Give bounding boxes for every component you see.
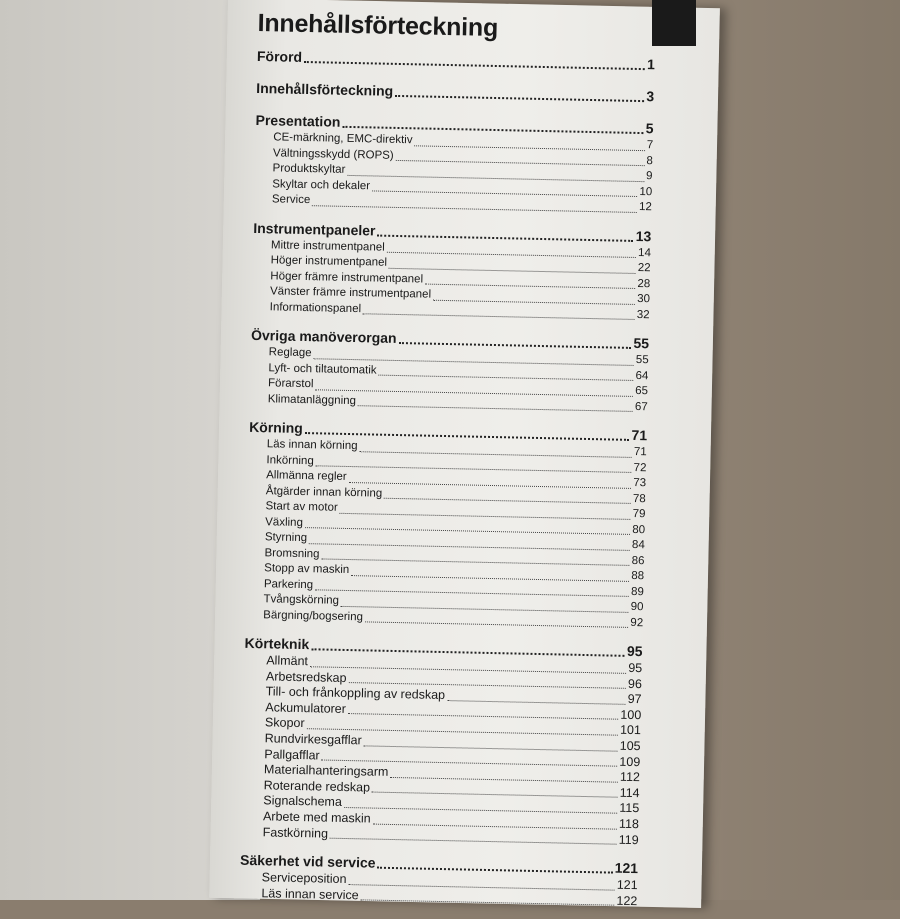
subentry-page-number: 30: [637, 293, 651, 306]
subentry-title: Pallgafflar: [264, 746, 320, 763]
subentry-page-number: 105: [619, 738, 641, 754]
subentry-page-number: 118: [618, 816, 640, 832]
subentry-page-number: 95: [628, 660, 643, 676]
subentry-title: Rundvirkesgafflar: [264, 731, 362, 748]
subentry-page-number: 115: [619, 801, 640, 816]
toc-section: [252, 217, 652, 323]
subentry-page-number: 65: [635, 384, 649, 398]
subentry-page-number: 96: [627, 676, 643, 691]
subentry-page-number: 64: [635, 369, 649, 382]
dot-leader: [363, 313, 635, 320]
subentry-title: Till- och frånkoppling av redskap: [265, 684, 446, 703]
subentry-title: Materialhanteringsarm: [263, 762, 389, 780]
subentry-title: Roterande redskap: [263, 778, 371, 795]
subentry-page-number: 90: [630, 600, 644, 614]
chapter-page-number: 55: [633, 334, 650, 352]
subentry-page-number: 100: [620, 707, 642, 722]
subentry-title: Mittre instrumentpanel: [270, 238, 385, 254]
subentry-page-number: 119: [618, 832, 639, 847]
subentry-title: Arbete med maskin: [262, 809, 371, 826]
subentry-title: Läs innan service: [261, 885, 359, 903]
subentry-title: Skopor: [264, 715, 305, 731]
subentry-page-number: 92: [630, 616, 644, 629]
chapter-title: Innehållsförteckning: [256, 79, 394, 99]
dot-leader: [361, 900, 615, 906]
chapter-page-number: 3: [646, 88, 655, 105]
subentry-title: Inkörning: [266, 453, 314, 467]
subentry-title: Skyltar och dekaler: [272, 177, 371, 192]
subentry-page-number: 109: [619, 754, 641, 769]
subentry-page-number: 73: [633, 476, 647, 490]
chapter-title: Förord: [256, 47, 303, 65]
subentry-page-number: 84: [631, 538, 645, 552]
subentry-title: Stopp av maskin: [264, 562, 350, 577]
subentry-page-number: 7: [646, 139, 654, 152]
subentry-title: Serviceposition: [261, 870, 347, 887]
subentry-title: Bromsning: [264, 546, 320, 560]
subentry-title: Höger instrumentpanel: [270, 254, 388, 269]
subentry-page-number: 67: [634, 400, 648, 413]
subentry-title: Allmänna regler: [266, 469, 347, 483]
subentry-page-number: 10: [639, 185, 653, 198]
subentry-title: Service: [271, 193, 311, 207]
subentry-page-number: 88: [631, 569, 645, 583]
subentry-page-number: 122: [616, 893, 638, 908]
subentry-page-number: 97: [627, 692, 642, 707]
subentry-title: Ackumulatorer: [265, 700, 347, 716]
subentry-title: Läs innan körning: [266, 438, 358, 453]
subentry-page-number: 101: [619, 723, 642, 738]
subentry-title: Start av motor: [265, 500, 338, 514]
dot-leader: [358, 405, 633, 412]
chapter-page-number: 71: [631, 426, 648, 444]
subentry-title: Reglage: [268, 346, 312, 360]
subentry-title: Styrning: [264, 531, 308, 545]
subentry-title: Allmänt: [266, 653, 309, 669]
subentry-title: Informationspanel: [269, 300, 362, 315]
subentry-page-number: 112: [619, 769, 641, 785]
subentry-page-number: 55: [635, 353, 649, 367]
subentry-page-number: 72: [633, 461, 647, 474]
chapter-title: Instrumentpaneler: [253, 219, 376, 239]
toc-section: [241, 633, 643, 848]
subentry-page-number: 86: [631, 554, 645, 567]
subentry-title: Produktskyltar: [272, 162, 346, 176]
dot-leader: [304, 61, 645, 70]
chapter-title: Körning: [249, 418, 303, 437]
subentry-page-number: 79: [632, 507, 646, 521]
chapter-page-number: 121: [614, 859, 639, 877]
subentry-title: Tvångskörning: [263, 593, 340, 607]
subentry-page-number: 22: [637, 262, 651, 275]
table-of-contents: [239, 6, 656, 919]
subentry-page-number: 12: [638, 201, 652, 214]
subentry-title: Växling: [265, 515, 304, 529]
subentry-page-number: 14: [637, 246, 652, 259]
chapter-title: Körteknik: [244, 634, 310, 653]
chapter-page-number: 1: [646, 56, 656, 73]
toc-section: [256, 78, 654, 106]
subentry-page-number: 28: [637, 277, 651, 290]
subentry-page-number: 114: [619, 785, 640, 800]
subentry-title: Arbetsredskap: [265, 668, 347, 685]
subentry-title: Bärgning/bogsering: [263, 608, 364, 623]
dot-leader: [365, 621, 628, 628]
subentry-page-number: 8: [646, 154, 653, 167]
toc-chapter-entry[interactable]: [257, 46, 655, 74]
toc-section: [254, 110, 654, 216]
subentry-title: Parkering: [263, 577, 314, 591]
subentry-title: Åtgärder innan körning: [265, 484, 383, 500]
subentry-title: Klimatanläggning: [267, 392, 357, 407]
toc-section: [250, 325, 650, 415]
chapter-title: Säkerhet vid service: [239, 851, 376, 871]
subentry-page-number: 80: [632, 523, 646, 536]
chapter-title: Presentation: [255, 111, 341, 130]
dot-leader: [395, 95, 644, 102]
subentry-title: CE-märkning, EMC-direktiv: [273, 131, 413, 147]
background-right: [690, 0, 900, 900]
subentry-title: Vältningsskydd (ROPS): [272, 146, 394, 162]
page-title: Innehållsförteckning: [257, 8, 499, 43]
toc-chapter-entry[interactable]: [256, 78, 654, 106]
chapter-page-number: 95: [626, 642, 643, 660]
toc-body: [239, 46, 655, 909]
chapter-tab-marker: [652, 0, 696, 46]
subentry-title: Höger främre instrumentpanel: [270, 269, 424, 286]
dot-leader: [312, 205, 637, 213]
toc-section: [239, 850, 638, 910]
subentry-page-number: 32: [636, 308, 650, 321]
toc-section: [245, 417, 647, 631]
chapter-title: Övriga manöverorgan: [250, 326, 397, 346]
subentry-title: Vänster främre instrumentpanel: [269, 285, 432, 301]
subentry-title: Fastkörning: [262, 824, 329, 841]
subentry-page-number: 121: [616, 877, 638, 893]
subentry-title: Lyft- och tiltautomatik: [268, 361, 377, 377]
toc-section: [257, 46, 655, 74]
chapter-page-number: 5: [645, 120, 654, 137]
subentry-page-number: 9: [645, 170, 653, 183]
subentry-page-number: 71: [633, 445, 647, 459]
dot-leader: [330, 838, 617, 845]
chapter-page-number: 13: [635, 227, 652, 244]
subentry-page-number: 89: [630, 585, 644, 598]
subentry-page-number: 78: [632, 492, 646, 505]
subentry-title: Förarstol: [267, 377, 314, 391]
subentry-title: Signalschema: [263, 793, 343, 810]
